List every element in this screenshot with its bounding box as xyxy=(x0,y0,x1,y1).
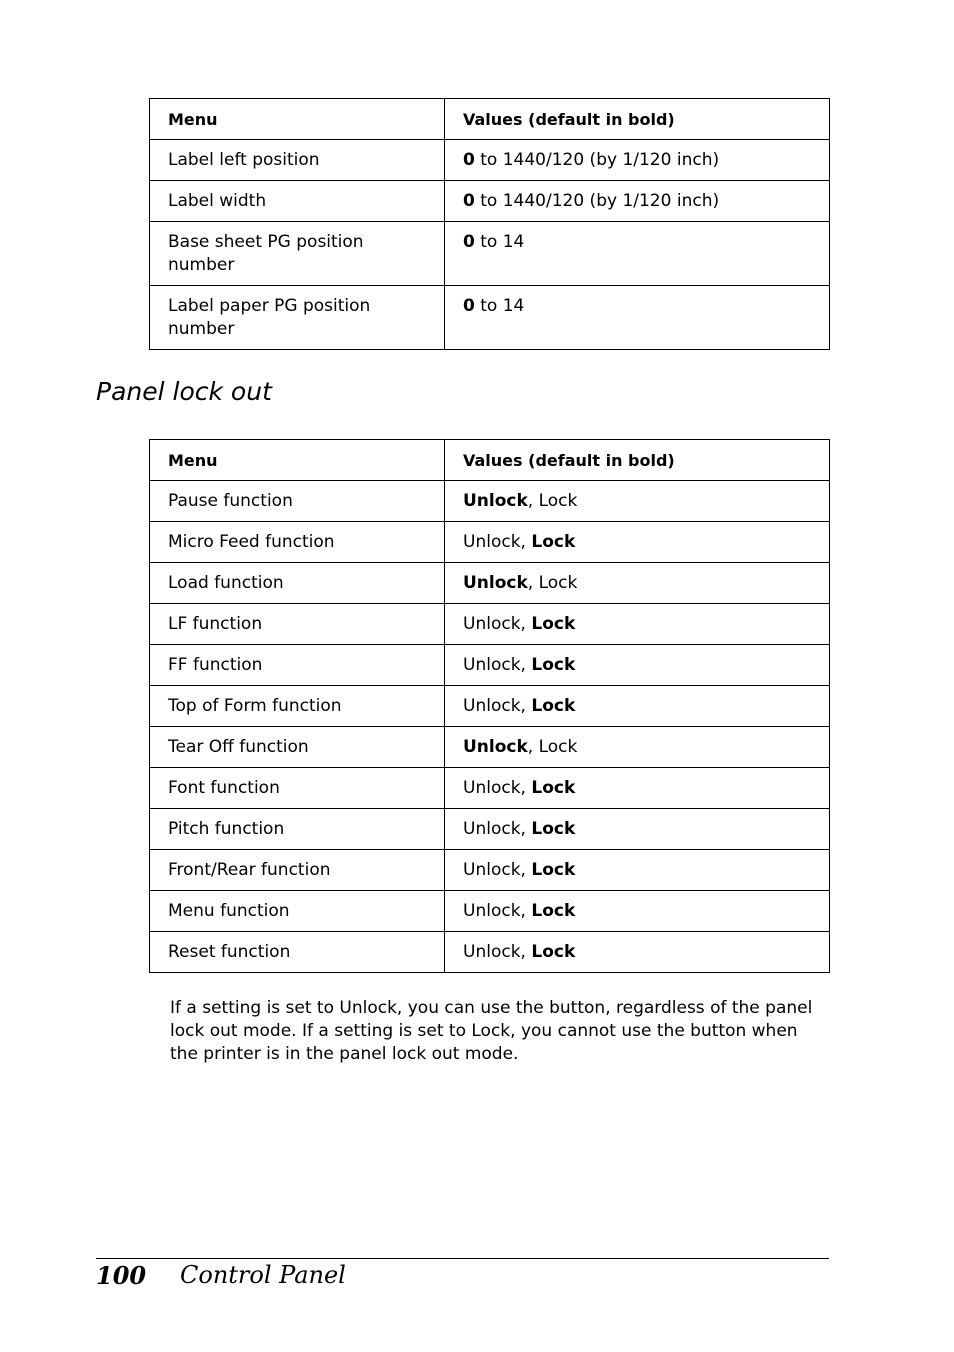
menu-cell: Menu function xyxy=(150,891,445,932)
unlock-option: Unlock xyxy=(463,696,521,716)
unlock-option: Unlock xyxy=(463,778,521,798)
default-value: 0 xyxy=(463,150,475,170)
lock-option: Lock xyxy=(531,942,576,962)
page-number: 100 xyxy=(96,1261,147,1290)
footer-section-title: Control Panel xyxy=(180,1261,346,1289)
header-values: Values (default in bold) xyxy=(445,440,830,481)
table-row xyxy=(150,768,830,809)
option-separator: , xyxy=(520,614,532,634)
table-row xyxy=(150,809,830,850)
unlock-option: Unlock xyxy=(463,737,528,757)
value-cell xyxy=(445,686,830,727)
table-row xyxy=(150,563,830,604)
lock-option: Lock xyxy=(531,901,576,921)
value-cell xyxy=(445,604,830,645)
value-cell xyxy=(445,481,830,522)
table-header-row xyxy=(150,440,830,481)
note-paragraph: If a setting is set to Unlock, you can use the button, regardless of the panel lock out mode. If a setting is set to Lock, you cannot use the button when the printer is in the panel lock out mode. xyxy=(170,998,813,1064)
table-row xyxy=(150,686,830,727)
value-cell xyxy=(445,522,830,563)
unlock-option: Unlock xyxy=(463,491,528,511)
menu-cell: Tear Off function xyxy=(150,727,445,768)
option-separator: , xyxy=(520,532,532,552)
option-separator: , xyxy=(520,860,532,880)
label-position-table xyxy=(149,98,830,350)
footer-rule xyxy=(96,1258,829,1259)
unlock-option: Unlock xyxy=(463,573,528,593)
table-row xyxy=(150,222,830,286)
unlock-option: Unlock xyxy=(463,614,521,634)
value-cell xyxy=(445,891,830,932)
option-separator: , xyxy=(527,491,539,511)
default-value: 0 xyxy=(463,296,475,316)
lock-option: Lock xyxy=(531,696,576,716)
section-heading: Panel lock out xyxy=(96,377,272,406)
table-row xyxy=(150,850,830,891)
panel-lock-out-table xyxy=(149,439,830,973)
value-cell xyxy=(445,286,830,350)
table-row xyxy=(150,932,830,973)
value-range: to 1440/120 (by 1/120 inch) xyxy=(474,191,720,211)
option-separator: , xyxy=(527,737,539,757)
option-separator: , xyxy=(520,819,532,839)
lock-option: Lock xyxy=(531,532,576,552)
lock-option: Lock xyxy=(538,491,578,511)
unlock-option: Unlock xyxy=(463,942,521,962)
lock-option: Lock xyxy=(531,655,576,675)
value-cell xyxy=(445,563,830,604)
value-range: to 14 xyxy=(474,296,525,316)
table-row xyxy=(150,645,830,686)
unlock-option: Unlock xyxy=(463,860,521,880)
option-separator: , xyxy=(520,942,532,962)
menu-cell: FF function xyxy=(150,645,445,686)
table-row xyxy=(150,140,830,181)
value-cell xyxy=(445,727,830,768)
lock-option: Lock xyxy=(531,860,576,880)
lock-option: Lock xyxy=(538,573,578,593)
table-row xyxy=(150,727,830,768)
lock-option: Lock xyxy=(531,819,576,839)
menu-cell: Pause function xyxy=(150,481,445,522)
unlock-option: Unlock xyxy=(463,819,521,839)
unlock-option: Unlock xyxy=(463,901,521,921)
menu-cell: LF function xyxy=(150,604,445,645)
value-cell xyxy=(445,932,830,973)
value-cell xyxy=(445,645,830,686)
value-cell xyxy=(445,222,830,286)
value-cell xyxy=(445,140,830,181)
value-range: to 14 xyxy=(474,232,525,252)
menu-cell: Label width xyxy=(150,181,445,222)
table-row xyxy=(150,522,830,563)
lock-option: Lock xyxy=(538,737,578,757)
default-value: 0 xyxy=(463,232,475,252)
value-cell xyxy=(445,850,830,891)
table-header-row xyxy=(150,99,830,140)
unlock-option: Unlock xyxy=(463,655,521,675)
lock-option: Lock xyxy=(531,778,576,798)
option-separator: , xyxy=(520,901,532,921)
option-separator: , xyxy=(527,573,539,593)
header-menu: Menu xyxy=(150,440,445,481)
menu-cell: Pitch function xyxy=(150,809,445,850)
option-separator: , xyxy=(520,655,532,675)
menu-cell: Label paper PG position number xyxy=(150,286,445,350)
menu-cell: Font function xyxy=(150,768,445,809)
value-cell xyxy=(445,181,830,222)
menu-cell: Front/Rear function xyxy=(150,850,445,891)
header-menu: Menu xyxy=(150,99,445,140)
option-separator: , xyxy=(520,696,532,716)
menu-cell: Micro Feed function xyxy=(150,522,445,563)
table-row xyxy=(150,286,830,350)
menu-cell: Load function xyxy=(150,563,445,604)
table-row xyxy=(150,604,830,645)
value-cell xyxy=(445,768,830,809)
option-separator: , xyxy=(520,778,532,798)
value-cell xyxy=(445,809,830,850)
menu-cell: Base sheet PG position number xyxy=(150,222,445,286)
table-row xyxy=(150,181,830,222)
menu-cell: Top of Form function xyxy=(150,686,445,727)
default-value: 0 xyxy=(463,191,475,211)
table-row xyxy=(150,481,830,522)
header-values: Values (default in bold) xyxy=(445,99,830,140)
menu-cell: Reset function xyxy=(150,932,445,973)
menu-cell: Label left position xyxy=(150,140,445,181)
lock-option: Lock xyxy=(531,614,576,634)
unlock-option: Unlock xyxy=(463,532,521,552)
table-row xyxy=(150,891,830,932)
value-range: to 1440/120 (by 1/120 inch) xyxy=(474,150,720,170)
